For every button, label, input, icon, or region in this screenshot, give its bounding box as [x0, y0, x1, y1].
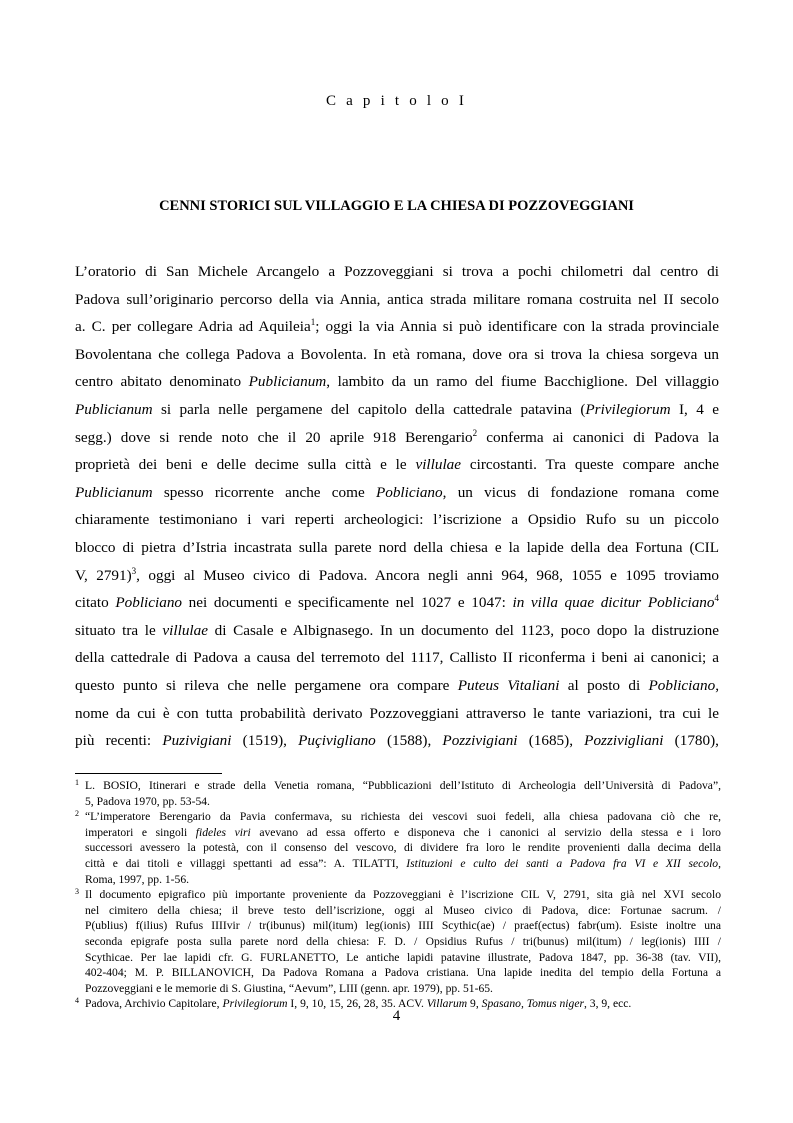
body-line	[75, 286, 719, 314]
italic-text: Pozzivigiani	[442, 732, 518, 750]
footnote-number: 1	[75, 778, 79, 787]
text-run: a. C. per collegare Adria ad Aquileia	[75, 318, 311, 336]
body-line	[75, 258, 719, 286]
italic-text: in villa quae dicitur Pobliciano	[512, 594, 715, 612]
italic-text: Publicianum	[75, 483, 153, 501]
body-line	[75, 479, 719, 507]
section-title: CENNI STORICI SUL VILLAGGIO E LA CHIESA DI POZZOVEGGIANI	[159, 198, 634, 214]
footnotes	[75, 778, 721, 1012]
text-run: conferma ai canonici di Padova la	[477, 428, 719, 446]
footnote-line	[85, 794, 721, 810]
text-run: della cattedrale di Padova a causa del terremoto del 1117, Callisto II riconferma i beni ai canonici; a	[75, 649, 719, 667]
text-run: spesso ricorrente anche come	[152, 483, 376, 501]
italic-text: Publicianum	[248, 373, 327, 391]
text-run: seconda epigrafe posta sulla parete nord della chiesa: F. D. / Opsidius Rufus / tri(bunus) mil(itum) / leg(ionis) IIII /	[85, 934, 721, 948]
body-line	[75, 700, 719, 728]
italic-text: Pobliciano	[375, 483, 443, 501]
text-run: 9,	[467, 997, 482, 1011]
text-run: Pozzoveggiani e le memorie di S. Giustina, “Aevum”, LIII (genn. apr. 1979), pp. 51-65.	[85, 981, 493, 995]
body-line	[75, 589, 719, 617]
page-number: 4	[392, 1008, 401, 1024]
italic-text: Pobliciano	[648, 676, 716, 694]
text-run: Padova sull’originario percorso della via Annia, antica strada militare romana costruita nel II secolo	[75, 290, 719, 308]
italic-text: Istituzioni e culto dei santi a Padova fra VI e XII secolo	[406, 856, 719, 870]
footnote-line	[85, 778, 721, 794]
italic-text: Villarum	[426, 997, 468, 1011]
body-line	[75, 451, 719, 479]
italic-text: Puçivigliano	[298, 732, 376, 750]
body-line	[75, 313, 719, 341]
text-run: , oggi al Museo civico di Padova. Ancora negli anni 964, 968, 1055 e 1095 troviamo	[136, 566, 719, 584]
text-run: V, 2791)	[75, 566, 132, 584]
footnote	[75, 887, 721, 996]
italic-text: Spasano, Tomus niger	[481, 997, 584, 1011]
body-text	[75, 258, 719, 755]
footnote-ref: 1	[310, 317, 316, 328]
text-run: si parla nelle pergamene del capitolo della cattedrale patavina (	[152, 400, 586, 418]
text-run: proprietà dei beni e delle decime sulla città e le	[75, 456, 416, 474]
italic-text: Privilegiorum	[585, 400, 671, 418]
text-run: chiaramente testimoniano i vari reperti archeologici: l’iscrizione a Opsidio Rufo su un piccolo	[75, 511, 719, 529]
footnote-line	[85, 934, 721, 950]
body-line	[75, 506, 719, 534]
text-run: ,	[715, 676, 719, 694]
italic-text: Puzivigiani	[162, 732, 232, 750]
body-line	[75, 341, 719, 369]
text-run: segg.) dove si rende noto che il 20 aprile 918 Berengario	[75, 428, 473, 446]
footnote-number: 2	[75, 809, 79, 819]
footnote-line	[85, 918, 721, 934]
text-run: successori avessero la potestà, con il consenso del vescovo, di dividere fra loro le rendite provenienti dalla decima della	[85, 841, 721, 855]
text-run: Il documento epigrafico più importante proveniente da Pozzoveggiani è l’iscrizione CIL V, 2791, sita già nel XVI secolo	[85, 888, 721, 902]
italic-text: Privilegiorum	[222, 997, 288, 1011]
text-run: Bovolentana che collega Padova a Bovolenta. In età romana, dove ora si trova la chiesa sorgeva un	[75, 345, 719, 363]
footnote-number: 4	[75, 996, 79, 1006]
italic-text: fideles viri	[195, 825, 251, 839]
body-line	[75, 396, 719, 424]
text-run: , un vicus di fondazione romana come	[442, 483, 719, 501]
italic-text: Pobliciano	[115, 594, 183, 612]
text-run: imperatori e singoli	[85, 825, 196, 839]
footnote-line	[85, 950, 721, 966]
text-run: (1588),	[375, 732, 443, 750]
footnote-ref: 3	[131, 565, 137, 576]
text-run: nel cimitero della chiesa; il breve testo dell’iscrizione, oggi al Museo civico di Padova, dice: Fortunae sacrum. /	[85, 903, 721, 917]
footnote-line	[85, 809, 721, 825]
text-run: questo punto si rileva che nelle pergamene ora compare	[75, 676, 458, 694]
text-run: centro abitato denominato	[75, 373, 249, 391]
text-run: 402-404; M. P. BILLANOVICH, Da Padova Romana a Padova cristiana. Una lapide inedita del tempio della Fortuna a	[85, 966, 721, 980]
text-run: (1685),	[517, 732, 585, 750]
text-run: , lambito da un ramo del fiume Bacchiglione. Del villaggio	[326, 373, 719, 391]
text-run: nei documenti e specificamente nel 1027 e 1047:	[182, 594, 513, 612]
italic-text: villulae	[162, 621, 208, 639]
footnote-ref: 4	[714, 593, 719, 604]
text-run: ,	[718, 856, 722, 870]
body-line	[75, 562, 719, 590]
text-run: Roma, 1997, pp. 1-56.	[85, 872, 190, 886]
text-run: citato	[75, 594, 116, 612]
text-run: (1780),	[663, 732, 719, 750]
body-line	[75, 534, 719, 562]
text-run: più recenti:	[75, 732, 163, 750]
footnote-line	[85, 903, 721, 919]
body-line	[75, 617, 719, 645]
chapter-heading: C a p i t o l o I	[325, 93, 468, 109]
footnote	[75, 809, 721, 887]
text-run: “L’imperatore Berengario da Pavia confermava, su richiesta dei vescovi suoi fedeli, alla chiesa padovana ciò che re,	[85, 810, 721, 824]
text-run: al posto di	[559, 676, 649, 694]
body-line	[75, 727, 719, 755]
body-line	[75, 672, 719, 700]
footnote-line	[85, 825, 721, 841]
footnote-rule	[75, 773, 222, 774]
text-run: ; oggi la via Annia si può identificare con la strada provinciale	[315, 318, 719, 336]
footnote-line	[85, 872, 721, 888]
text-run: L’oratorio di San Michele Arcangelo a Pozzoveggiani si trova a pochi chilometri dal centro di	[75, 263, 719, 280]
text-run: , 3, 9, ecc.	[583, 997, 632, 1011]
text-run: Scythicae. Per lae lapidi cfr. G. FURLANETTO, Le antiche lapidi patavine illustrate, Padova 1847, pp. 36-38 (tav. VII),	[85, 950, 721, 964]
text-run: di Casale e Albignasego. In un documento del 1123, poco dopo la distruzione	[207, 621, 719, 639]
italic-text: Publicianum	[75, 400, 153, 418]
text-run: P(ublius) f(ilius) Rufus IIIIvir / tr(ibunus) mil(itum) leg(ionis) IIII Scythic(ae) / praef(ectus) fabr(um). Esiste inoltre una	[85, 919, 721, 933]
footnote-ref: 2	[472, 427, 478, 438]
footnote-line	[85, 981, 721, 997]
footnote-line	[85, 965, 721, 981]
text-run: 5, Padova 1970, pp. 53-54.	[85, 794, 210, 808]
text-run: I, 9, 10, 15, 26, 28, 35. ACV.	[287, 997, 427, 1011]
text-run: circostanti. Tra queste compare anche	[461, 456, 719, 474]
text-run: Padova, Archivio Capitolare,	[85, 997, 223, 1011]
italic-text: Pozzivigliani	[584, 732, 664, 750]
text-run: città e dai titoli e villaggi spettanti ad essa”: A. TILATTI,	[85, 856, 407, 870]
italic-text: villulae	[415, 456, 462, 474]
footnote-line	[85, 887, 721, 903]
text-run: blocco di pietra d’Istria incastrata sulla parete nord della chiesa e la lapide della dea Fortuna (CIL	[75, 538, 719, 556]
footnote	[75, 778, 721, 809]
italic-text: Puteus Vitaliani	[457, 676, 560, 694]
footnote-line	[85, 840, 721, 856]
text-run: situato tra le	[75, 621, 163, 639]
text-run: avevano ad essa offerto e disponeva che i canonici al servizio della stessa e i loro	[250, 825, 721, 839]
footnote-line	[85, 856, 721, 872]
text-run: (1519),	[231, 732, 299, 750]
text-run: L. BOSIO, Itinerari e strade della Venetia romana, “Pubblicazioni dell’Istituto di Archeologia dell’Università di Padova”,	[85, 779, 721, 792]
text-run: nome da cui è con tutta probabilità derivato Pozzoveggiani attraverso le tante variazioni, tra cui le	[75, 704, 719, 722]
body-line	[75, 368, 719, 396]
footnote-number: 3	[75, 887, 79, 897]
text-run: I, 4 e	[670, 400, 719, 418]
body-line	[75, 424, 719, 452]
body-line	[75, 644, 719, 672]
